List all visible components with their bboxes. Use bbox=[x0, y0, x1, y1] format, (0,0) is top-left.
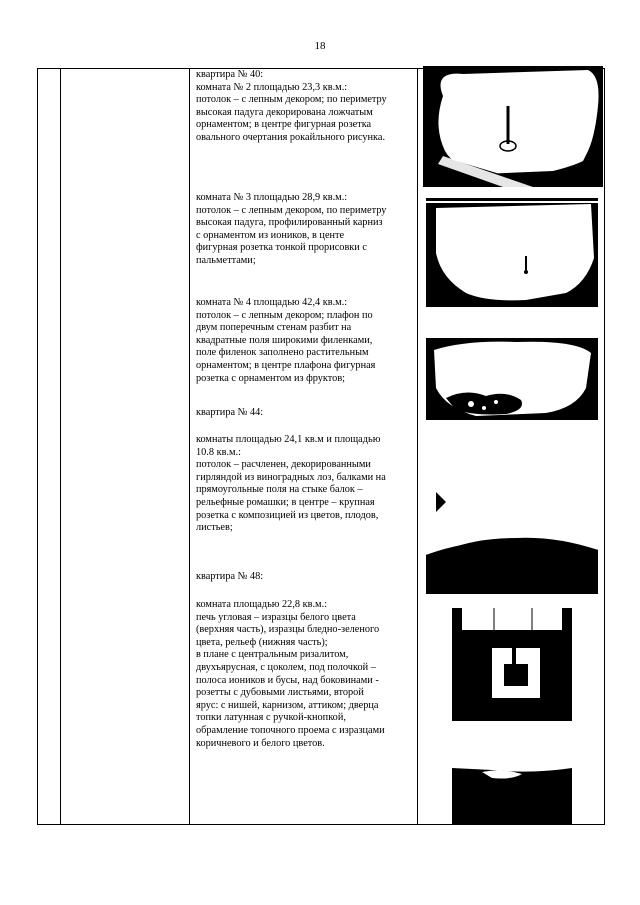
room-title: комната № 2 площадью 23,3 кв.м.: bbox=[196, 81, 348, 93]
stove-detail-photo bbox=[452, 730, 572, 824]
description-line: гирляндой из виноградных лоз, балками на bbox=[196, 471, 386, 483]
apartment-heading-44 bbox=[196, 407, 413, 420]
description-line: фигурная розетка тонкой прорисовки с bbox=[196, 242, 367, 254]
description-line: прямоугольные поля на стыке балок – bbox=[196, 484, 363, 496]
description-line: потолок – с лепным декором; плафон по bbox=[196, 309, 373, 321]
description-line: печь угловая – изразцы белого цвета bbox=[196, 611, 356, 623]
description-line: двухъярусная, с цоколем, под полочкой – bbox=[196, 661, 376, 673]
description-line: коричневого и белого цветов. bbox=[196, 737, 325, 749]
description-line: орнаментом; в центре плафона фигурная bbox=[196, 359, 376, 371]
apartment-heading: квартира № 48: bbox=[196, 571, 264, 582]
entry-apartment-48 bbox=[196, 599, 413, 750]
description-line: обрамление топочного проема с изразцами bbox=[196, 724, 385, 736]
description-line: поле филенок заполнено растительным bbox=[196, 347, 369, 359]
entry-apartment-44 bbox=[196, 434, 413, 535]
page-number: 18 bbox=[314, 40, 326, 52]
description-line: ярус: с нишей, карнизом, аттиком; дверца bbox=[196, 699, 379, 711]
description-line: топки латунная с ручкой-кнопкой, bbox=[196, 712, 346, 724]
description-line: с орнаментом из иоников, в центе bbox=[196, 229, 345, 241]
ceiling-photo-room-2 bbox=[423, 66, 603, 187]
description-line: в плане с центральным ризалитом, bbox=[196, 649, 349, 661]
description-line: розетты с дубовыми листьями, второй bbox=[196, 687, 364, 699]
column-divider bbox=[417, 68, 418, 825]
room-title: комната площадью 22,8 кв.м.: bbox=[196, 599, 328, 610]
column-divider bbox=[189, 68, 190, 825]
ceiling-photo-room-4 bbox=[426, 338, 598, 420]
entry-room-4 bbox=[196, 297, 413, 385]
apartment-heading: квартира № 40: bbox=[196, 69, 264, 80]
description-line: двум поперечным стенам разбит на bbox=[196, 322, 352, 334]
description-line: потолок – с лепным декором; по периметру bbox=[196, 94, 387, 106]
column-divider bbox=[60, 68, 61, 825]
description-line: розетка с орнаментом из фруктов; bbox=[196, 372, 346, 384]
apartment-heading: квартира № 44: bbox=[196, 407, 264, 418]
room-title: комната № 4 площадью 42,4 кв.м.: bbox=[196, 297, 348, 308]
entry-apartment-40-room-2 bbox=[196, 69, 413, 145]
ceiling-photo-apartment-44 bbox=[426, 432, 598, 594]
apartment-heading-48 bbox=[196, 571, 413, 584]
description-line: розетка с композицией из цветов, плодов, bbox=[196, 509, 379, 521]
room-title: комната № 3 площадью 28,9 кв.м.: bbox=[196, 192, 348, 203]
description-line: рельефные ромашки; в центре – крупная bbox=[196, 496, 375, 508]
description-line: квадратные поля широкими филенками, bbox=[196, 334, 373, 346]
entry-room-3 bbox=[196, 192, 413, 268]
ceiling-photo-room-3 bbox=[426, 198, 598, 307]
description-line: орнаментом; в центре фигурная розетка bbox=[196, 119, 372, 131]
stove-photo bbox=[452, 608, 572, 721]
description-line: пальметтами; bbox=[196, 254, 256, 266]
description-line: (верхняя часть), изразцы бледно-зеленого bbox=[196, 624, 380, 636]
description-line: овального очертания рокайльного рисунка. bbox=[196, 131, 386, 143]
room-title: комнаты площадью 24,1 кв.м и площадью bbox=[196, 434, 381, 445]
description-line: листьев; bbox=[196, 522, 233, 534]
description-line: высокая падуга декорирована ложчатым bbox=[196, 106, 373, 118]
description-line: потолок – расчленен, декорированными bbox=[196, 459, 371, 471]
room-title: 10.8 кв.м.: bbox=[196, 446, 241, 458]
description-line: полоса иоников и бусы, над боковинами - bbox=[196, 674, 379, 686]
description-line: потолок – с лепным декором, по периметру bbox=[196, 204, 387, 216]
description-line: цвета, рельеф (нижняя часть); bbox=[196, 636, 328, 648]
description-line: высокая падуга, профилированный карниз bbox=[196, 217, 383, 229]
